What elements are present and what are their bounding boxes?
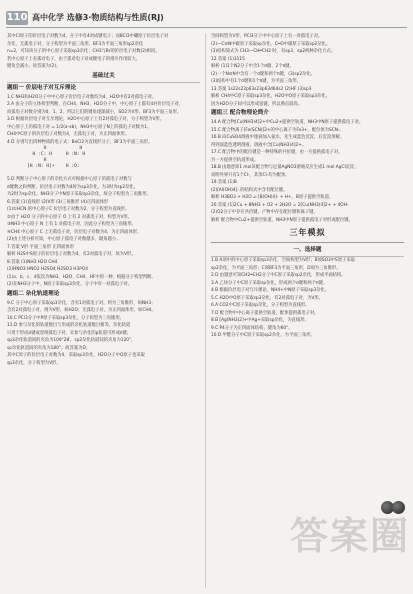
answer-text-line: 5.C H2O中O原子采取sp3杂化，有2对孤电子对，为V形。 xyxy=(211,295,323,301)
answer-text-line: 只用于形成σ键或容纳孤电子对，未参与杂化的p轨道可形成π键。 xyxy=(7,330,132,336)
answer-text-line: 得到深蓝色透明溶液，溶液中含[Cu(NH3)4]2+。 xyxy=(211,142,307,148)
subsection-heading: 题组一 价层电子对互斥理论 xyxy=(7,84,77,91)
left-column xyxy=(7,33,200,367)
answer-text-line: 解析 H2S中S原子的价层电子对数为4，有2对孤电子对，故为V形。 xyxy=(7,252,136,257)
answer-text-line: 5.D 判断分子中心原子的杂化方式可根据中心原子的孤电子对数与 xyxy=(7,177,132,182)
answer-text-line: 中心原子上的孤电子对 = 1/2(a-xb)，NH3中心原子N上的孤电子对数为1。 xyxy=(7,124,152,130)
column-divider xyxy=(205,33,206,588)
answer-text-line: ④CH4 中心原子 C 上无孤电子对，价层电子对数为4，为正四面体形。 xyxy=(7,229,142,235)
section-heading: 基础过关 xyxy=(7,71,200,83)
answer-text-line: (2)在NH3分子中，N原子采取sp3杂化，分子中有一对孤电子对。 xyxy=(7,282,133,287)
answer-text-line: sp2杂化，为平面三角形；C项BF3为平面三角形，D项为三角锥形。 xyxy=(211,265,341,271)
subsection-heading: 题组三 配合物理论简介 xyxy=(211,110,269,116)
answer-text-line: (1)a、b、c、d依次为NH3、H2O、CH4、HF中的一种，根据分子构型判断。 xyxy=(7,274,156,280)
answer-text-line: 含有2对孤电子对，则为V形，如H2O；无孤电子对，为正四面体形，如CH4。 xyxy=(7,308,156,313)
answer-text-line: 2.D 由题意可知CH2═CH2分子中C原子采取sp2杂化，形成平面结构。 xyxy=(211,273,346,278)
answer-text-line: sp3杂化轨道间的夹角为109°28′，sp2杂化轨道间的夹角为120°， xyxy=(7,338,136,343)
answer-text-line: (2)—C≡N中碳原子采取sp杂化，C═O中碳原子采取sp2杂化。 xyxy=(211,41,331,47)
answer-text-line: sp3杂化，分子构型为V形。 xyxy=(7,360,61,366)
answer-text-line: 10.C PCl3分子中P原子采取sp3杂化，分子构型为三角锥形。 xyxy=(7,315,124,321)
answer-text-line: ③NH3 中心原子 N 上有 1 对孤电子对，因此分子构型为三角锥形。 xyxy=(7,222,136,227)
answer-text-line: (2)[Al(OH)4]- 的结构式中含有配位键。 xyxy=(211,187,288,193)
answer-text-line: 7.D 配合物中中心离子提供空轨道，配体提供孤电子对。 xyxy=(211,310,319,316)
answer-text-line: 7.答案 V形 平面三角形 正四面体形 xyxy=(7,244,74,250)
answer-text-line: 6.答案 (1)直线形 (2)V形 (3)三角锥形 (4)正四面体形 xyxy=(7,199,109,205)
answer-text-line: 4.D 分别写出四种物质的电子式：BeCl2为直线形分子，BF3为平面三角形。 xyxy=(7,139,153,145)
answer-text-line: (2)HNO3 HNO2 H2SO4 H2SO3 H3PO4 xyxy=(7,267,88,272)
electron-dot-formula: H H H :C: H H :N: H H [H :N: H]+ H :O: xyxy=(27,146,86,169)
section-heading: 一、选择题 xyxy=(211,245,404,257)
answer-text-line: 10.D 甲醛分子中C原子采取sp2杂化，为平面三角形。 xyxy=(211,333,315,338)
answer-text-line: 9.C P4分子为正四面体结构，键角为60°。 xyxy=(211,325,293,331)
answer-text-line: 另一方提供空轨道形成。 xyxy=(211,157,259,163)
answer-text-line: 15.C 配合物离子[Fe(SCN)]2+的中心离子为Fe3+，配位体为SCN-。 xyxy=(211,127,344,133)
answer-text-line: 而孤电子对数分别为0、1、2，所以它们的键角逐渐减小，SO2为V形，BF3为平面三角形。 xyxy=(7,109,182,115)
answer-text-line: sp杂化轨道间的夹角为180°。故答案为D。 xyxy=(7,345,91,351)
answer-text-line: 12.答案 (1)3115 xyxy=(211,56,245,62)
answer-text-line: 19.答案 (1)B xyxy=(211,180,237,185)
answer-text-line: 若中心原子上有孤对电子，由于孤对电子对成键电子的排斥作用较大， xyxy=(7,56,141,62)
answer-text-line: (2)由上述分析可知，中心原子孤电子对数越多，键角越小。 xyxy=(7,237,121,242)
answer-text-line: 解析 H3BO3 + H2O ⇌ [B(OH)4]- + H+，B原子提供空轨道。 xyxy=(211,195,334,200)
answer-text-line: 9.C 分子中心原子采取sp3杂化，含有1对孤电子对，则为三角锥形，如NH3； xyxy=(7,300,156,306)
header-rule xyxy=(6,27,407,28)
answer-text-line: 3.A 乙炔分子中C原子采取sp杂化，形成两个σ键和两个π键。 xyxy=(211,280,328,286)
answer-text-line: 8.B [Ag(NH3)2]+中Ag+采取sp杂化，为直线形。 xyxy=(211,318,309,323)
answer-text-line: 11.D 参与杂化的轨道数目与形成的杂化轨道数目相等，杂化轨道 xyxy=(7,323,131,328)
subsection-heading: 题组二 杂化轨道理论 xyxy=(7,290,60,297)
answer-text-line: 20.答案 (1)2Cu + 8NH3 + O2 + 2H2O = 2[Cu(NH3)4]2+ + 4OH- xyxy=(211,202,349,208)
answer-text-line: 因为H2O分子间可以形成氢键，所以沸点较高。 xyxy=(211,101,302,107)
answer-text-line: 3.D 根据价层电子对互斥理论，H2O中心原子上有2对孤电子对，分子构型为V形。 xyxy=(7,117,164,122)
answer-text-line: ②由于 H2O 分子的中心原子 O 上有 2 对孤电子对，构型为V形。 xyxy=(7,214,132,220)
watermark: 答案圈 xyxy=(290,514,411,558)
answer-text-line: 杂化，无孤电子对，分子构型为平面三角形。BF3为平面三角形sp2杂化 xyxy=(7,41,144,47)
answer-text-line: 4.B 根据价层电子对互斥理论，NH4+中N原子采取sp3杂化。 xyxy=(211,288,330,293)
answer-text-line: (1)①HCN 的中心原子C 价层电子对数为2，分子构型为直线形。 xyxy=(7,207,130,212)
answer-text-line: (3)结构简式为 CH3—CH═CH2 时，有sp3、sp2两种杂化方式。 xyxy=(211,49,336,54)
page-number: 110 xyxy=(6,12,28,23)
book-title: 高中化学 选修3·物质结构与性质(RJ) xyxy=(32,13,164,22)
answer-text-line: 16.B 向CuSO4溶液中逐滴加入氨水，先生成蓝色沉淀，后沉淀溶解。 xyxy=(211,135,345,140)
answer-text-line: (3)结构中有1个σ键和1个π键，为平面三角形。 xyxy=(211,79,301,84)
answer-text-line: 键角会减小。故答案为(2)。 xyxy=(7,64,61,69)
answer-text-line: 1.C NH3和H2O分子中中心原子价层电子对数均为4，H2O中有2对孤电子对。 xyxy=(7,94,157,100)
answer-text-line: 解析 CH4中C原子采取sp3杂化，H2O中O原子采取sp3杂化。 xyxy=(211,94,330,99)
answer-text-line: 2.A 由分子的立体构型判断，在CH4、NH3、H2O分子中，中心原子上都有4对价层电子对， xyxy=(7,102,184,107)
page-header xyxy=(0,0,413,30)
answer-text-line: 为2时为sp杂化。NH3分子中N原子采取sp3杂化，故分子构型为三角锥形。 xyxy=(7,192,151,197)
answer-text-line: 8.答案 (1)NH3 H2O CH4 xyxy=(7,259,58,265)
answer-text-line: 13.答案 1s22s22p63s23p63d64s2 (2)HF (3)sp3 xyxy=(211,86,312,92)
right-column xyxy=(211,33,404,340)
answer-text-line: 14.A 配合物[Cu(NH3)4]2+中Cu2+提供空轨道，NH3中N原子提供孤电子对。 xyxy=(211,120,364,125)
answer-text-line: (2)O2分子中存在共价键，产物中存在配位键和离子键。 xyxy=(211,210,318,215)
answer-text-line: 18.B 由题意知1 mol该配合物与足量AgNO3溶液反应生成1 mol AgCl沉淀， xyxy=(211,165,359,170)
answer-text-line: 1.B A项中的中心原子采取sp3杂化，空间构型为V形；B项SO3中S原子采取 xyxy=(211,258,355,263)
major-section-heading: 三年模拟 xyxy=(211,224,404,243)
answer-text-line: n=2，可知该分子的中心原子采取sp3杂化；CH3与Br的价层电子对数(2)相同。 xyxy=(7,49,160,54)
answer-text-line: 6.A CO2中C原子采取sp杂化，分子构型为直线形。 xyxy=(211,303,310,308)
answer-text-line: 说明外界只有1个Cl-，其余Cl-均为配体。 xyxy=(211,172,290,178)
answer-text-line: 空间构型为V形，PCl3分子中中心原子上有一对孤电子对。 xyxy=(211,34,323,39)
answer-text-line: (2)一个N≡N中含有一个σ键和两个π键，(3)sp2杂化。 xyxy=(211,71,315,77)
answer-text-line: 17.C 配合物中的配位键是一种特殊的共价键，由一方提供孤电子对。 xyxy=(211,150,343,155)
answer-text-line: σ键数之和判断，价层电子对数为4时为sp3杂化，为3时为sp2杂化， xyxy=(7,184,139,190)
answer-text-line: 其中C原子的价层电子对数为4，采取sp3杂化，H2O分子中O原子也采取 xyxy=(7,353,145,358)
answer-text-line: CH4中C原子的价层电子对数为4，无孤电子对，为正四面体形。 xyxy=(7,132,130,137)
answer-text-line: 其中Cl原子的价层电子对数为4，分子中有4对成键电子；而BCl3中硼原子价层电子对 xyxy=(7,34,169,39)
answer-text-line: 解析 配合物中Cu2+提供空轨道，NH3中N原子提供孤电子对形成配位键。 xyxy=(211,217,353,223)
answer-text-line: 解析 (1)1个N2分子中含1个σ键、2个π键。 xyxy=(211,64,294,69)
